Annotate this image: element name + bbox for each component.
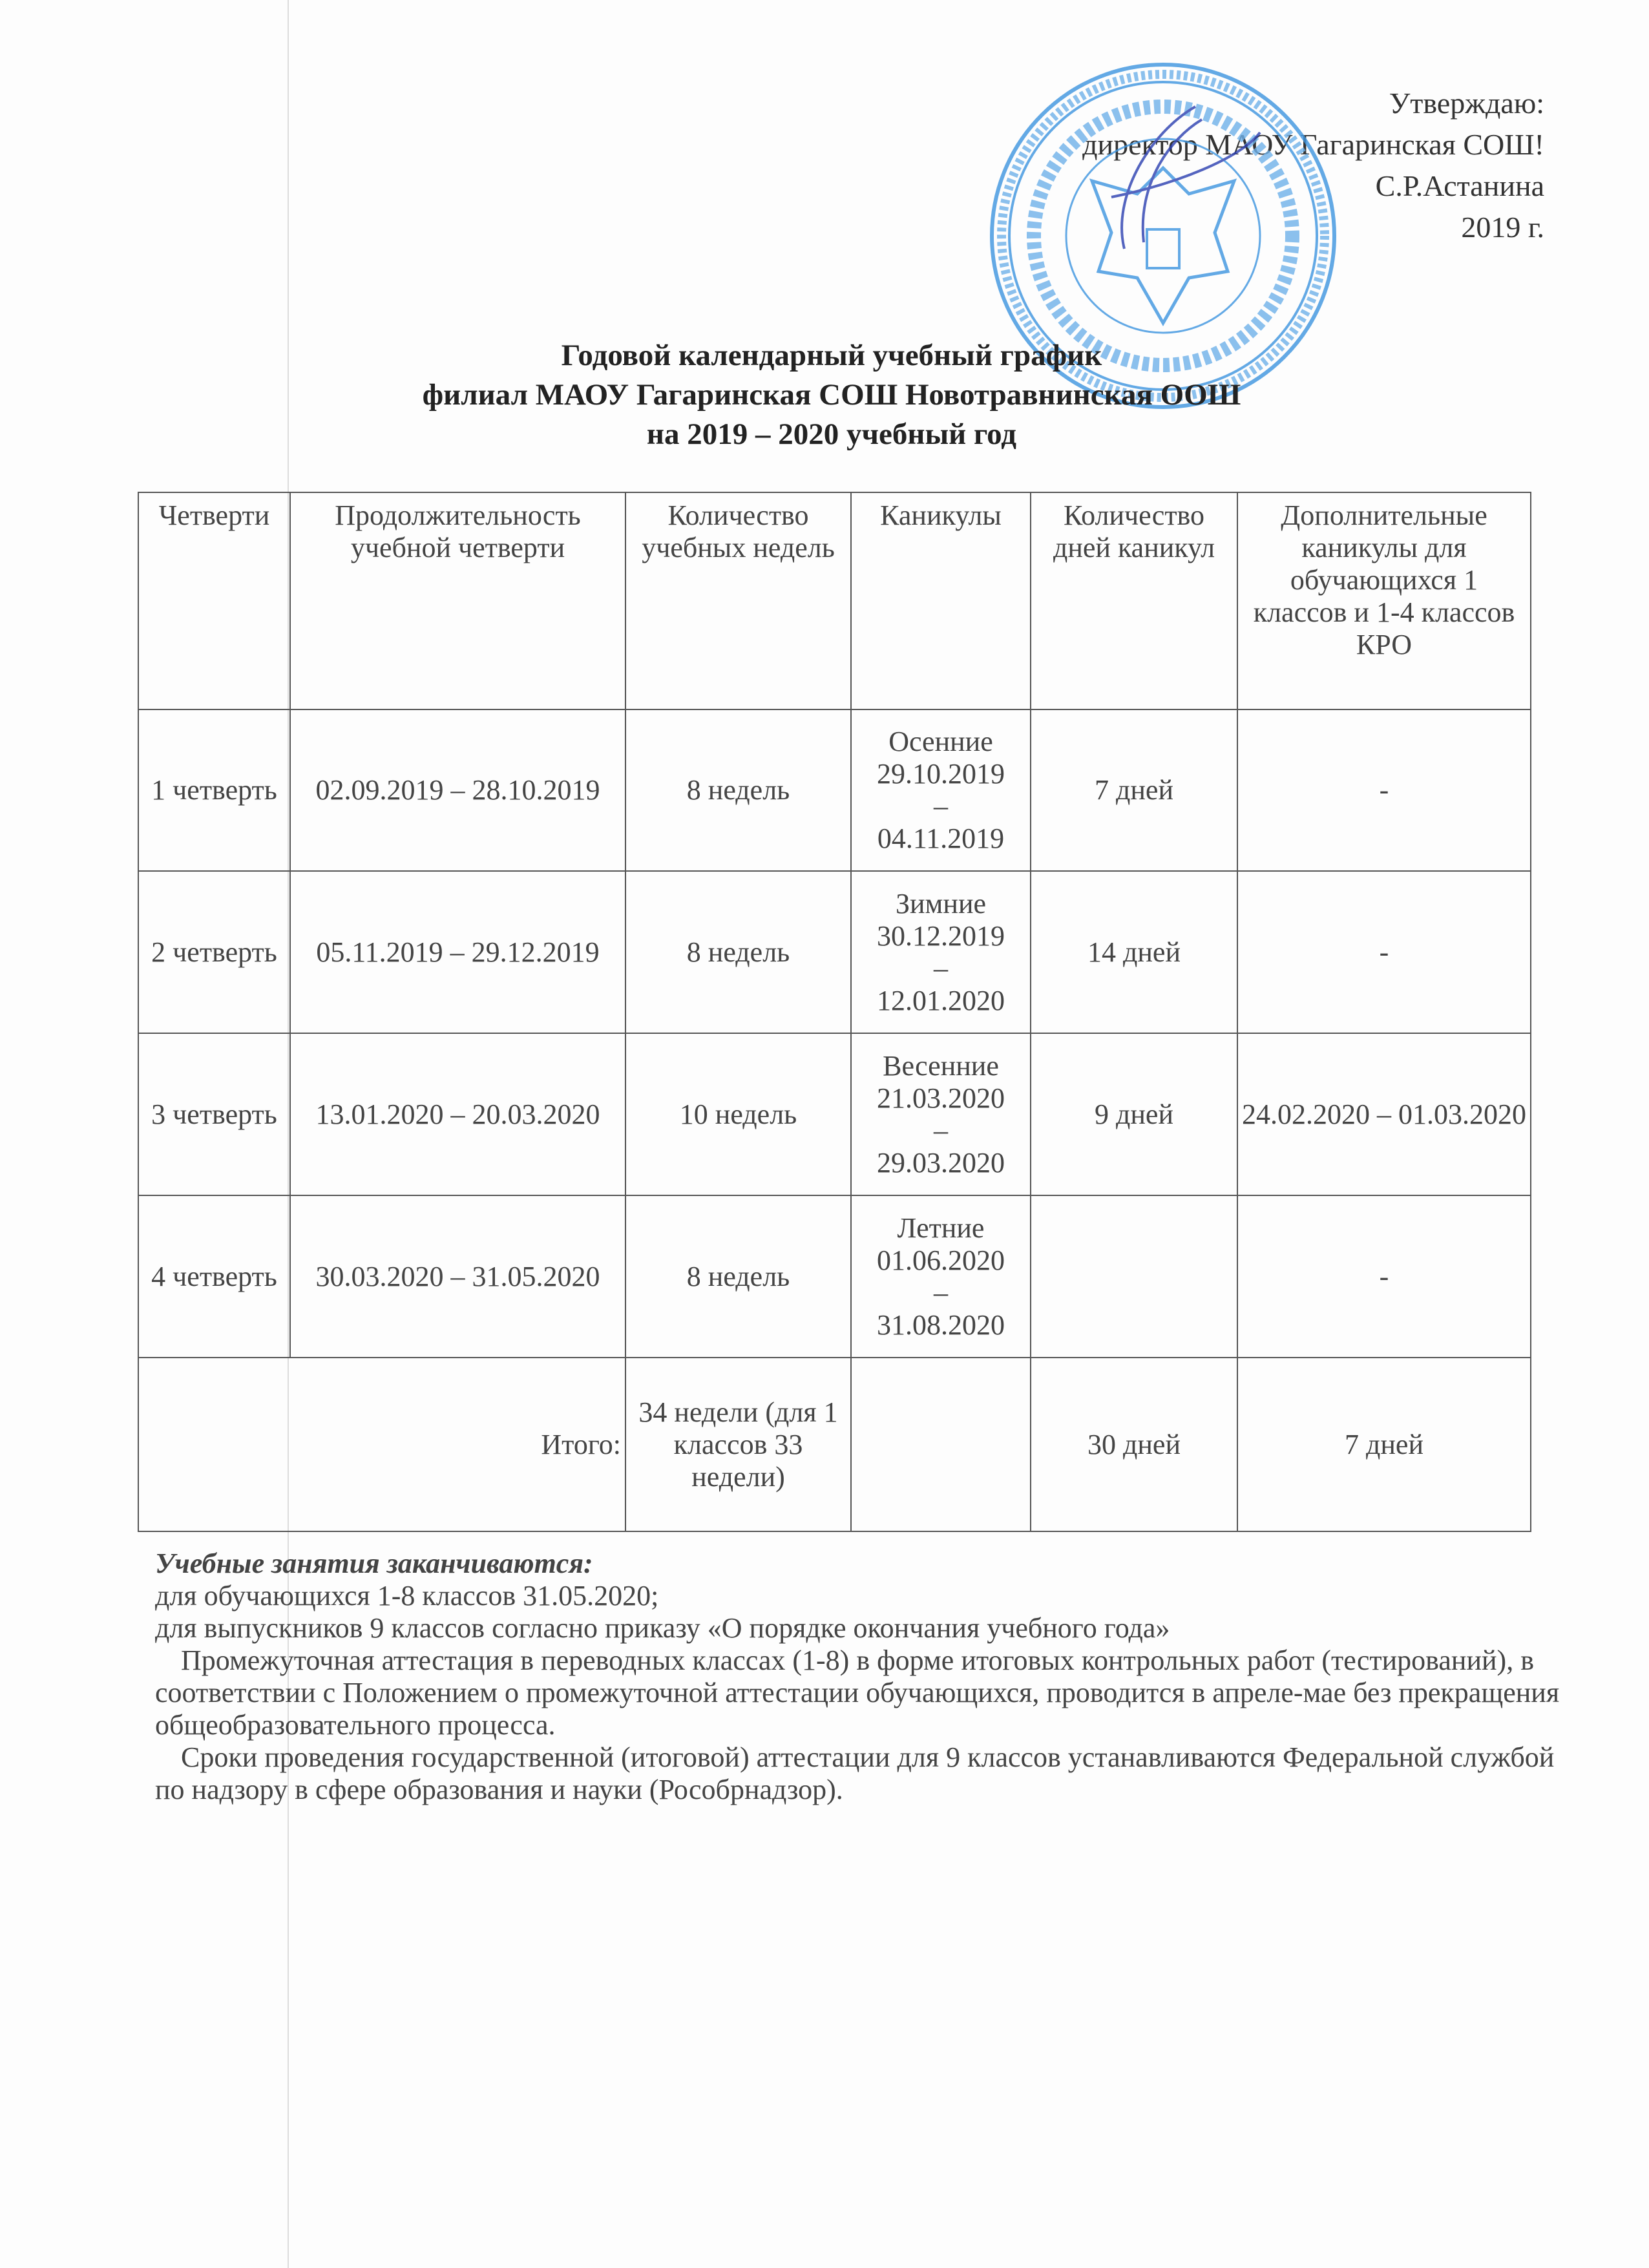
table-header-row — [138, 492, 1531, 709]
holiday-from: 01.06.2020 — [877, 1244, 1005, 1276]
total-days: 30 дней — [1031, 1358, 1237, 1531]
holiday-dash: – — [934, 1276, 948, 1308]
extra-cell: - — [1237, 871, 1531, 1033]
quarter-cell: 2 четверть — [138, 871, 290, 1033]
total-label: Итого: — [138, 1358, 625, 1531]
holiday-from: 21.03.2020 — [877, 1082, 1005, 1114]
quarter-cell: 4 четверть — [138, 1195, 290, 1358]
holiday-name: Зимние — [895, 887, 987, 919]
duration-cell: 13.01.2020 – 20.03.2020 — [290, 1033, 625, 1195]
extra-cell: - — [1237, 1195, 1531, 1358]
weeks-cell: 10 недель — [625, 1033, 851, 1195]
header-cell: Каникулы — [851, 492, 1031, 709]
holiday-to: 12.01.2020 — [877, 984, 1005, 1016]
days-cell: 14 дней — [1031, 871, 1237, 1033]
approval-line-2: директор МАОУ Гагаринская СОШ! — [1082, 128, 1544, 161]
header-cell: Количество учебных недель — [625, 492, 851, 709]
total-weeks: 34 недели (для 1 классов 33 недели) — [625, 1358, 851, 1531]
header-cell: Продолжительность учебной четверти — [290, 492, 625, 709]
table-row — [138, 1195, 1531, 1358]
holiday-dash: – — [934, 1114, 948, 1146]
schedule-table — [138, 492, 1531, 1532]
total-extra: 7 дней — [1237, 1358, 1531, 1531]
title-line-3: на 2019 – 2020 учебный год — [646, 417, 1017, 451]
holiday-dash: – — [934, 790, 948, 822]
approval-line-3: С.Р.Астанина — [1375, 169, 1544, 202]
notes-heading: Учебные занятия заканчиваются: — [155, 1548, 593, 1579]
header-cell: Количество дней каникул — [1031, 492, 1237, 709]
duration-cell: 30.03.2020 – 31.05.2020 — [290, 1195, 625, 1358]
table-row — [138, 709, 1531, 871]
holiday-to: 29.03.2020 — [877, 1146, 1005, 1179]
holiday-dash: – — [934, 952, 948, 984]
holiday-name: Летние — [897, 1212, 985, 1244]
total-holiday-empty — [851, 1358, 1031, 1531]
duration-cell: 05.11.2019 – 29.12.2019 — [290, 871, 625, 1033]
notes-paragraph: Промежуточная аттестация в переводных классах (1-8) в форме итоговых контрольных работ (тестирований), в соответствии с Положением о промежуточной аттестации обучающихся, проводится в апреле-мае без прекращения общеобразовательного процесса. — [155, 1644, 1560, 1741]
extra-cell: 24.02.2020 – 01.03.2020 — [1237, 1033, 1531, 1195]
holiday-cell — [851, 871, 1031, 1033]
weeks-cell: 8 недель — [625, 1195, 851, 1358]
holiday-name: Осенние — [888, 726, 993, 757]
document-title — [0, 336, 1649, 454]
coat-of-arms-shield — [1147, 229, 1179, 268]
approval-line-4: 2019 г. — [1461, 211, 1544, 244]
notes-paragraph: Сроки проведения государственной (итоговой) аттестации для 9 классов устанавливаются Федеральной службой по надзору в сфере образования и науки (Рособрнадзор). — [155, 1741, 1555, 1805]
holiday-from: 30.12.2019 — [877, 919, 1005, 952]
holiday-cell — [851, 1033, 1031, 1195]
notes-line: для выпускников 9 классов согласно приказу «О порядке окончания учебного года» — [155, 1612, 1170, 1644]
duration-cell: 02.09.2019 – 28.10.2019 — [290, 709, 625, 871]
table-row — [138, 871, 1531, 1033]
holiday-cell — [851, 1195, 1031, 1358]
approval-line-1: Утверждаю: — [1389, 87, 1544, 120]
holiday-to: 04.11.2019 — [877, 823, 1005, 854]
notes-section — [155, 1548, 1577, 1806]
header-cell: Дополнительные каникулы для обучающихся 1 классов и 1-4 классов КРО — [1237, 492, 1531, 709]
holiday-to: 31.08.2020 — [877, 1308, 1005, 1341]
holiday-from: 29.10.2019 — [877, 758, 1005, 790]
header-cell: Четверти — [138, 492, 290, 709]
weeks-cell: 8 недель — [625, 871, 851, 1033]
days-cell — [1031, 1195, 1237, 1358]
quarter-cell: 3 четверть — [138, 1033, 290, 1195]
table-row — [138, 1033, 1531, 1195]
notes-line: для обучающихся 1-8 классов 31.05.2020; — [155, 1580, 659, 1612]
extra-cell: - — [1237, 709, 1531, 871]
coat-of-arms-eagle-icon — [1092, 168, 1234, 323]
table-total-row — [138, 1358, 1531, 1531]
title-line-2: филиал МАОУ Гагаринская СОШ Новотравнинская ООШ — [422, 378, 1241, 412]
holiday-name: Весенние — [883, 1049, 999, 1082]
weeks-cell: 8 недель — [625, 709, 851, 871]
days-cell: 7 дней — [1031, 709, 1237, 871]
days-cell: 9 дней — [1031, 1033, 1237, 1195]
quarter-cell: 1 четверть — [138, 709, 290, 871]
title-line-1: Годовой календарный учебный график — [561, 339, 1102, 372]
holiday-cell — [851, 709, 1031, 871]
